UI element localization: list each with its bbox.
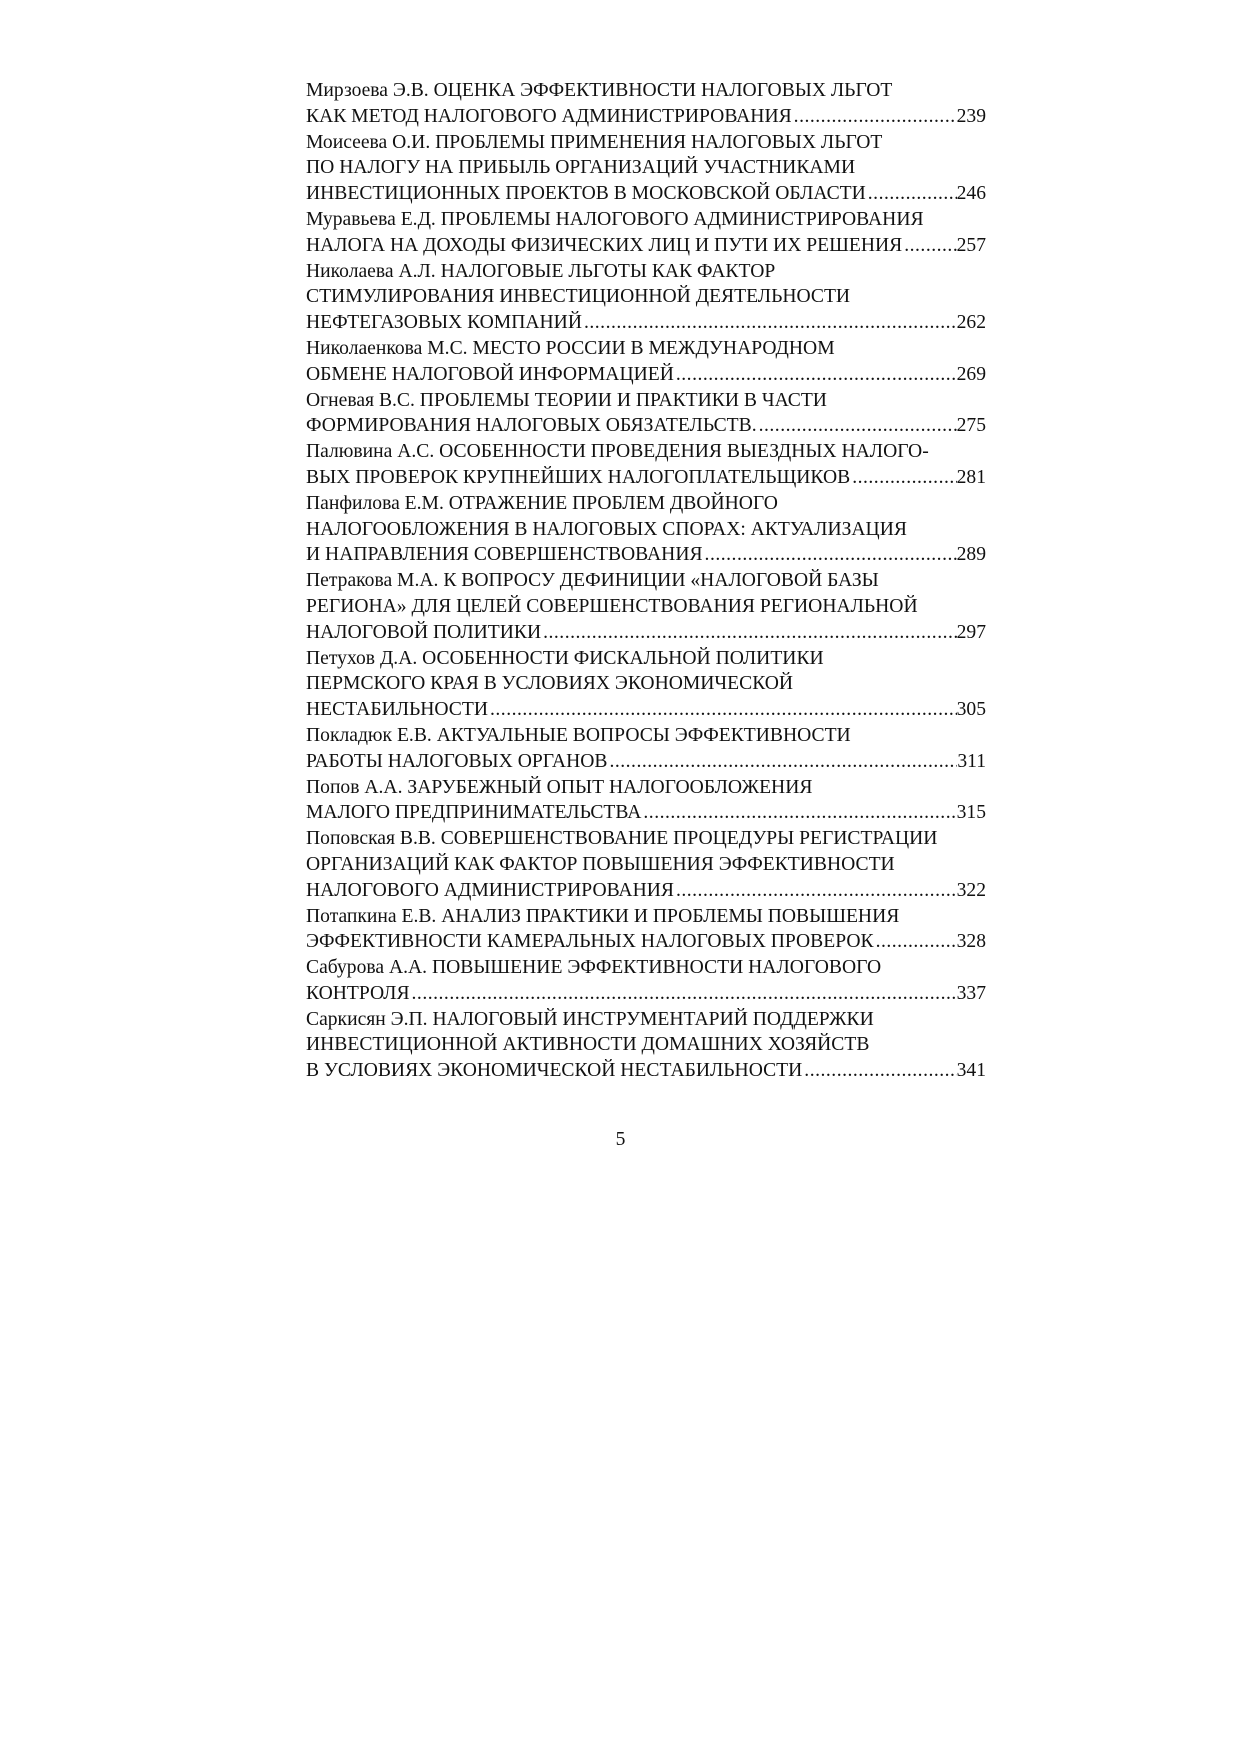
toc-entry	[306, 207, 986, 259]
toc-entry-title-end: НАЛОГОВОГО АДМИНИСТРИРОВАНИЯ	[306, 879, 674, 901]
toc-entry-page: 337	[956, 982, 986, 1004]
toc-entry-line: Николаева А.Л. НАЛОГОВЫЕ ЛЬГОТЫ КАК ФАКТОР	[306, 260, 776, 282]
page-number: 5	[615, 1129, 626, 1150]
toc-entry-line: Мирзоева Э.В. ОЦЕНКА ЭФФЕКТИВНОСТИ НАЛОГОВЫХ ЛЬГОТ	[306, 80, 893, 101]
toc-entry-page: 328	[956, 931, 986, 953]
toc-entry-title-end: В УСЛОВИЯХ ЭКОНОМИЧЕСКОЙ НЕСТАБИЛЬНОСТИ	[306, 1060, 803, 1082]
dot-leader	[850, 465, 956, 491]
dot-leader	[674, 878, 957, 904]
dot-leader	[792, 104, 957, 130]
toc-entry-last-line	[306, 697, 986, 723]
toc-entry-last-line	[306, 929, 986, 955]
dot-leader	[703, 542, 957, 568]
toc-entry-line: Саркисян Э.П. НАЛОГОВЫЙ ИНСТРУМЕНТАРИЙ ПОДДЕРЖКИ	[306, 1008, 874, 1030]
toc-entry-last-line	[306, 413, 986, 439]
toc-entry-page: 297	[956, 621, 986, 643]
toc-entry-last-line	[306, 981, 986, 1007]
toc-entry-page: 322	[956, 879, 986, 901]
toc-entry	[306, 904, 986, 956]
table-of-contents	[306, 78, 986, 1084]
toc-entry-title-end: ИНВЕСТИЦИОННЫХ ПРОЕКТОВ В МОСКОВСКОЙ ОБЛАСТИ	[306, 183, 866, 205]
toc-entry-title-end: РАБОТЫ НАЛОГОВЫХ ОРГАНОВ	[306, 750, 608, 772]
toc-entry-last-line	[306, 620, 986, 646]
toc-entry-line: ПО НАЛОГУ НА ПРИБЫЛЬ ОРГАНИЗАЦИЙ УЧАСТНИКАМИ	[306, 157, 856, 179]
toc-entry-page: 281	[956, 466, 986, 488]
toc-entry-title-end: НАЛОГОВОЙ ПОЛИТИКИ	[306, 621, 542, 643]
toc-entry-last-line	[306, 749, 986, 775]
toc-entry-page: 305	[956, 699, 986, 721]
toc-entry-title-end: КОНТРОЛЯ	[306, 982, 410, 1004]
toc-entry-page: 341	[956, 1060, 986, 1082]
toc-entry	[306, 775, 986, 827]
dot-leader	[607, 749, 957, 775]
toc-entry-line: ПЕРМСКОГО КРАЯ В УСЛОВИЯХ ЭКОНОМИЧЕСКОЙ	[306, 673, 794, 695]
toc-entry-line: Сабурова А.А. ПОВЫШЕНИЕ ЭФФЕКТИВНОСТИ НАЛОГОВОГО	[306, 957, 882, 979]
toc-entry-line: Моисеева О.И. ПРОБЛЕМЫ ПРИМЕНЕНИЯ НАЛОГОВЫХ ЛЬГОТ	[306, 131, 883, 153]
toc-entry-last-line	[306, 181, 986, 207]
toc-entry-last-line	[306, 362, 986, 388]
toc-entry-line: Огневая В.С. ПРОБЛЕМЫ ТЕОРИИ И ПРАКТИКИ В ЧАСТИ	[306, 389, 827, 411]
toc-entry	[306, 78, 986, 130]
toc-entry	[306, 491, 986, 568]
toc-entry-line: Петухов Д.А. ОСОБЕННОСТИ ФИСКАЛЬНОЙ ПОЛИТИКИ	[306, 647, 824, 669]
toc-entry-page: 246	[956, 183, 986, 205]
toc-entry-page: 289	[956, 544, 986, 566]
toc-entry-line: Покладюк Е.В. АКТУАЛЬНЫЕ ВОПРОСЫ ЭФФЕКТИВНОСТИ	[306, 724, 851, 746]
toc-entry-title-end: ЭФФЕКТИВНОСТИ КАМЕРАЛЬНЫХ НАЛОГОВЫХ ПРОВЕРОК	[306, 931, 874, 953]
toc-entry	[306, 336, 986, 388]
dot-leader	[902, 233, 956, 259]
dot-leader	[802, 1058, 956, 1084]
toc-entry	[306, 439, 986, 491]
toc-entry	[306, 259, 986, 336]
toc-entry-title-end: КАК МЕТОД НАЛОГОВОГО АДМИНИСТРИРОВАНИЯ	[306, 105, 792, 127]
toc-entry-title-end: ВЫХ ПРОВЕРОК КРУПНЕЙШИХ НАЛОГОПЛАТЕЛЬЩИКОВ	[306, 466, 851, 488]
toc-entry-title-end: МАЛОГО ПРЕДПРИНИМАТЕЛЬСТВА	[306, 802, 642, 824]
toc-entry-page: 269	[956, 363, 986, 385]
toc-entry-last-line	[306, 233, 986, 259]
toc-entry	[306, 130, 986, 207]
toc-entry-line: Палювина А.С. ОСОБЕННОСТИ ПРОВЕДЕНИЯ ВЫЕЗДНЫХ НАЛОГО-	[306, 441, 929, 463]
toc-entry-last-line	[306, 542, 986, 568]
toc-entry-line: ИНВЕСТИЦИОННОЙ АКТИВНОСТИ ДОМАШНИХ ХОЗЯЙСТВ	[306, 1034, 870, 1056]
dot-leader	[674, 362, 957, 388]
toc-entry-line: РЕГИОНА» ДЛЯ ЦЕЛЕЙ СОВЕРШЕНСТВОВАНИЯ РЕГИОНАЛЬНОЙ	[306, 595, 918, 617]
toc-entry-title-end: НЕСТАБИЛЬНОСТИ	[306, 699, 488, 721]
toc-entry	[306, 646, 986, 723]
toc-entry-title-end: ОБМЕНЕ НАЛОГОВОЙ ИНФОРМАЦИЕЙ	[306, 363, 674, 385]
dot-leader	[757, 413, 957, 439]
toc-entry-line: СТИМУЛИРОВАНИЯ ИНВЕСТИЦИОННОЙ ДЕЯТЕЛЬНОСТИ	[306, 286, 851, 308]
toc-entry-line: Потапкина Е.В. АНАЛИЗ ПРАКТИКИ И ПРОБЛЕМЫ ПОВЫШЕНИЯ	[306, 905, 900, 927]
toc-entry-last-line	[306, 800, 986, 826]
toc-entry-line: Панфилова Е.М. ОТРАЖЕНИЕ ПРОБЛЕМ ДВОЙНОГО	[306, 492, 778, 514]
toc-entry	[306, 388, 986, 440]
toc-entry-title-end: НАЛОГА НА ДОХОДЫ ФИЗИЧЕСКИХ ЛИЦ И ПУТИ ИХ РЕШЕНИЯ	[306, 234, 903, 256]
toc-entry-page: 262	[956, 312, 986, 334]
toc-entry-line: Николаенкова М.С. МЕСТО РОССИИ В МЕЖДУНАРОДНОМ	[306, 337, 835, 359]
toc-entry-title-end: И НАПРАВЛЕНИЯ СОВЕРШЕНСТВОВАНИЯ	[306, 544, 703, 566]
toc-entry-page: 311	[957, 750, 986, 772]
dot-leader	[410, 981, 957, 1007]
toc-entry-last-line	[306, 465, 986, 491]
toc-entry-last-line	[306, 104, 986, 130]
toc-entry-line: Поповская В.В. СОВЕРШЕНСТВОВАНИЕ ПРОЦЕДУРЫ РЕГИСТРАЦИИ	[306, 828, 938, 850]
toc-entry	[306, 568, 986, 645]
toc-entry-page: 275	[956, 415, 986, 437]
toc-entry-line: Муравьева Е.Д. ПРОБЛЕМЫ НАЛОГОВОГО АДМИНИСТРИРОВАНИЯ	[306, 208, 924, 230]
toc-entry-last-line	[306, 310, 986, 336]
dot-leader	[641, 800, 956, 826]
toc-entry-last-line	[306, 878, 986, 904]
toc-entry	[306, 826, 986, 903]
toc-entry-line: ОРГАНИЗАЦИЙ КАК ФАКТОР ПОВЫШЕНИЯ ЭФФЕКТИВНОСТИ	[306, 853, 895, 875]
toc-entry-line: Петракова М.А. К ВОПРОСУ ДЕФИНИЦИИ «НАЛОГОВОЙ БАЗЫ	[306, 570, 879, 592]
toc-entry-line: НАЛОГООБЛОЖЕНИЯ В НАЛОГОВЫХ СПОРАХ: АКТУАЛИЗАЦИЯ	[306, 518, 907, 540]
dot-leader	[874, 929, 957, 955]
dot-leader	[488, 697, 957, 723]
toc-entry-line: Попов А.А. ЗАРУБЕЖНЫЙ ОПЫТ НАЛОГООБЛОЖЕНИЯ	[306, 776, 813, 798]
dot-leader	[866, 181, 957, 207]
toc-entry-page: 257	[956, 234, 986, 256]
toc-entry-title-end: НЕФТЕГАЗОВЫХ КОМПАНИЙ	[306, 312, 582, 334]
toc-entry-page: 315	[956, 802, 986, 824]
dot-leader	[582, 310, 957, 336]
toc-entry-last-line	[306, 1058, 986, 1084]
toc-entry	[306, 955, 986, 1007]
toc-entry	[306, 723, 986, 775]
dot-leader	[541, 620, 957, 646]
toc-entry-title-end: ФОРМИРОВАНИЯ НАЛОГОВЫХ ОБЯЗАТЕЛЬСТВ.	[306, 415, 757, 437]
toc-entry	[306, 1007, 986, 1084]
toc-entry-page: 239	[956, 105, 986, 127]
